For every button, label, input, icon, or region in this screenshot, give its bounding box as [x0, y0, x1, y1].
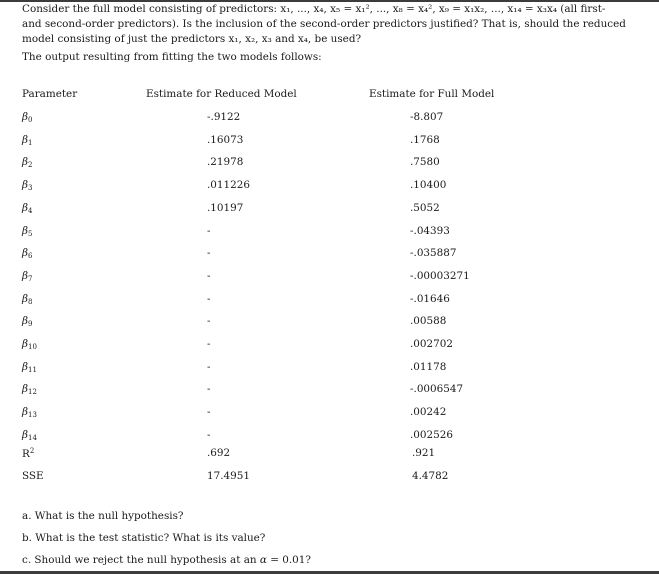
beta-symbol: β	[22, 134, 29, 146]
beta-symbol: β	[22, 361, 29, 373]
beta-subscript: 0	[28, 116, 33, 124]
reduced-estimate: -	[207, 293, 211, 305]
beta-symbol: β	[22, 270, 29, 282]
question-c-suffix: = 0.01?	[266, 554, 311, 566]
header-reduced-model: Estimate for Reduced Model	[146, 88, 297, 100]
reduced-estimate: -	[207, 247, 211, 259]
intro-line-3: model consisting of just the predictors x₁, x₂, x₃ and x₄, be used?	[22, 33, 362, 45]
beta-symbol: β	[22, 111, 29, 123]
reduced-estimate: .10197	[207, 202, 244, 214]
reduced-estimate: .21978	[207, 156, 244, 168]
reduced-estimate: -	[207, 270, 211, 282]
header-parameter: Parameter	[22, 88, 78, 100]
beta-symbol: β	[22, 179, 29, 191]
reduced-estimate: -	[207, 225, 211, 237]
parameter-beta-3	[22, 179, 32, 192]
r-squared-label-text: R	[22, 448, 30, 460]
parameter-beta-11	[22, 361, 37, 374]
full-estimate: .7580	[410, 156, 440, 168]
reduced-estimate: -	[207, 315, 211, 327]
question-c-alpha: α	[259, 554, 267, 566]
beta-symbol: β	[22, 383, 29, 395]
full-estimate: .00242	[410, 406, 447, 418]
full-estimate: .10400	[410, 179, 447, 191]
beta-subscript: 12	[28, 388, 37, 396]
beta-symbol: β	[22, 202, 29, 214]
header-full-model: Estimate for Full Model	[369, 88, 495, 100]
full-estimate: .002526	[410, 429, 453, 441]
beta-subscript: 11	[28, 366, 37, 374]
full-estimate: -.035887	[410, 247, 457, 259]
parameter-beta-5	[22, 225, 32, 238]
r-squared-label	[22, 447, 34, 460]
r-squared-sup: 2	[29, 447, 35, 455]
full-estimate: -.04393	[410, 225, 450, 237]
parameter-beta-9	[22, 315, 32, 328]
beta-symbol: β	[22, 315, 29, 327]
beta-subscript: 14	[28, 434, 37, 442]
sse-label: SSE	[22, 470, 44, 482]
full-estimate: .5052	[410, 202, 440, 214]
reduced-estimate: -	[207, 383, 211, 395]
beta-symbol: β	[22, 225, 29, 237]
beta-subscript: 6	[28, 252, 33, 260]
reduced-estimate: -	[207, 338, 211, 350]
full-estimate: -.00003271	[410, 270, 470, 282]
problem-statement	[22, 2, 648, 47]
intro-line-1: Consider the full model consisting of predictors: x₁, ..., x₄, x₅ = x₁², ..., x₈ = x₄², x₉ = x₁x₂, ..., x₁₄ = x₃x₄ (all first-	[22, 3, 606, 15]
beta-symbol: β	[22, 338, 29, 350]
parameter-beta-12	[22, 383, 37, 396]
reduced-estimate: .011226	[207, 179, 250, 191]
beta-subscript: 4	[28, 207, 33, 215]
beta-symbol: β	[22, 429, 29, 441]
beta-subscript: 7	[28, 275, 33, 283]
question-c-prefix: c. Should we reject the null hypothesis at an	[22, 554, 260, 566]
parameter-beta-8	[22, 293, 32, 306]
full-estimate: .1768	[410, 134, 440, 146]
beta-subscript: 1	[28, 139, 33, 147]
beta-subscript: 10	[28, 343, 37, 351]
question-c	[22, 554, 311, 566]
parameter-beta-4	[22, 202, 32, 215]
full-estimate: -.01646	[410, 293, 450, 305]
reduced-estimate: -	[207, 361, 211, 373]
beta-subscript: 5	[28, 230, 33, 238]
parameter-beta-7	[22, 270, 32, 283]
beta-symbol: β	[22, 247, 29, 259]
parameter-beta-13	[22, 406, 37, 419]
reduced-estimate: -	[207, 429, 211, 441]
full-estimate: .002702	[410, 338, 453, 350]
beta-symbol: β	[22, 293, 29, 305]
parameter-beta-2	[22, 156, 32, 169]
beta-subscript: 8	[28, 298, 33, 306]
reduced-estimate: .16073	[207, 134, 244, 146]
parameter-beta-14	[22, 429, 37, 442]
full-estimate: .01178	[410, 361, 447, 373]
sse-reduced: 17.4951	[207, 470, 250, 482]
parameter-beta-0	[22, 111, 32, 124]
r-squared-reduced: .692	[207, 447, 231, 459]
beta-subscript: 3	[28, 184, 33, 192]
beta-subscript: 13	[28, 411, 37, 419]
parameter-beta-10	[22, 338, 37, 351]
question-b: b. What is the test statistic? What is its value?	[22, 532, 266, 544]
parameter-beta-6	[22, 247, 32, 260]
r-squared-full: .921	[412, 447, 436, 459]
full-estimate: .00588	[410, 315, 447, 327]
full-estimate: -.0006547	[410, 383, 464, 395]
full-estimate: -8.807	[410, 111, 444, 123]
output-intro: The output resulting from fitting the two models follows:	[22, 51, 322, 63]
reduced-estimate: -	[207, 406, 211, 418]
intro-line-2: and second-order predictors). Is the inclusion of the second-order predictors justified? That is, should the reduced	[22, 18, 626, 30]
sse-full: 4.4782	[412, 470, 449, 482]
beta-subscript: 2	[28, 161, 33, 169]
beta-symbol: β	[22, 406, 29, 418]
beta-subscript: 9	[28, 320, 33, 328]
parameter-beta-1	[22, 134, 32, 147]
reduced-estimate: -.9122	[207, 111, 241, 123]
question-a: a. What is the null hypothesis?	[22, 510, 184, 522]
beta-symbol: β	[22, 156, 29, 168]
